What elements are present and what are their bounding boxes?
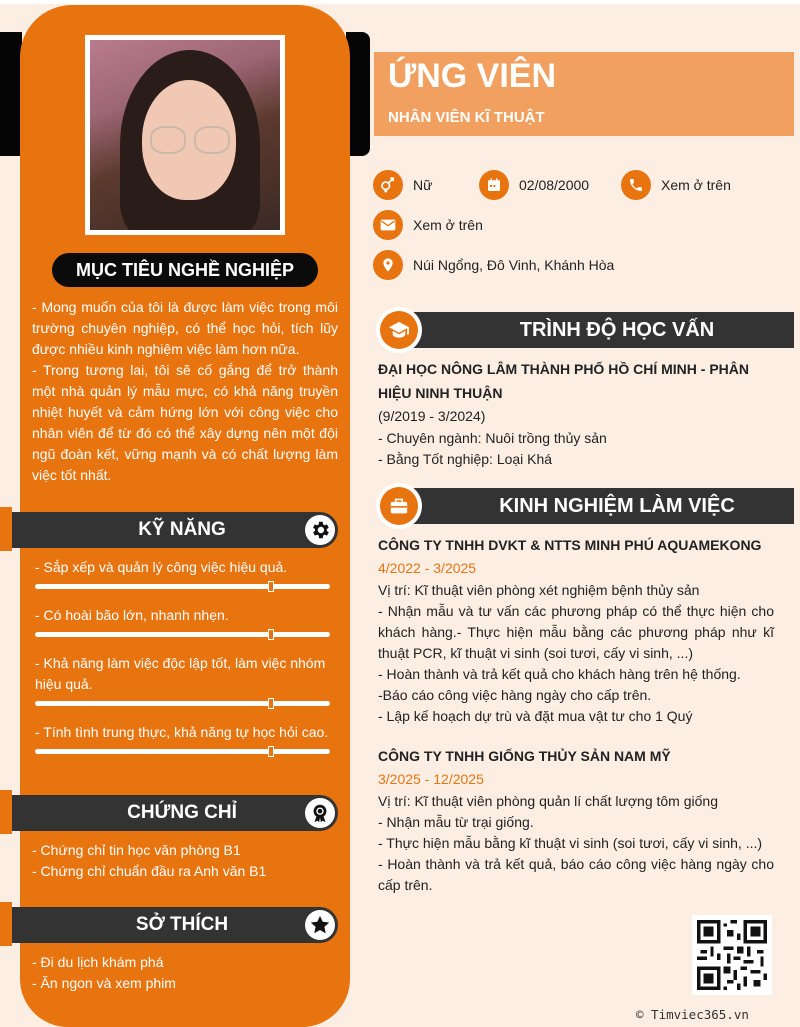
skill-level-marker (268, 629, 274, 640)
candidate-position: NHÂN VIÊN KĨ THUẬT (388, 109, 545, 126)
skill-level-marker (268, 746, 274, 757)
job-2-duty: - Nhận mẫu từ trại giống. (378, 814, 534, 830)
gear-icon (305, 515, 335, 545)
email-value: Xem ở trên (413, 217, 483, 233)
experience-header (380, 487, 794, 525)
hobby-item: - Ăn ngon và xem phim (32, 975, 176, 991)
job-1-duty: -Báo cáo công việc hàng ngày cho cấp trên. (378, 687, 652, 703)
job-1-duty: - Lập kế hoạch dự trù và đặt mua vật tư cho 1 Quý (378, 708, 693, 724)
hobbies-list (32, 952, 176, 994)
education-major: - Chuyên ngành: Nuôi trồng thủy sản (378, 430, 607, 446)
job-1-company: CÔNG TY TNHH DVKT & NTTS MINH PHÚ AQUAMEKONG (378, 537, 762, 553)
education-header (380, 311, 794, 349)
address-value: Núi Ngổng, Đô Vinh, Khánh Hòa (413, 257, 615, 273)
education-degree: - Bằng Tốt nghiệp: Loại Khá (378, 451, 553, 467)
skill-item-3: - Khả năng làm việc độc lập tốt, làm việc nhóm hiệu quả. (35, 655, 326, 692)
skill-bar-3 (35, 701, 330, 706)
skill-bar-2 (35, 632, 330, 637)
skills-title: KỸ NĂNG (138, 519, 226, 540)
skill-item-1: - Sắp xếp và quản lý công việc hiệu quả. (35, 559, 288, 575)
certificate-item: - Chứng chỉ chuẩn đầu ra Anh văn B1 (32, 863, 267, 879)
birthday-value: 02/08/2000 (519, 177, 590, 193)
education-period: (9/2019 - 3/2024) (378, 408, 486, 424)
job-2-period: 3/2025 - 12/2025 (378, 771, 484, 787)
star-icon (305, 910, 335, 940)
job-2-duty: - Thực hiện mẫu bằng kĩ thuật vi sinh (soi tươi, cấy vi sinh, ...) (378, 835, 763, 851)
graduation-cap-icon (380, 311, 418, 349)
hobbies-title: SỞ THÍCH (135, 914, 229, 935)
decor-tab-left (0, 32, 22, 156)
decor-tab (0, 507, 12, 551)
education-title: TRÌNH ĐỘ HỌC VẤN (400, 312, 794, 348)
objective-title: MỤC TIÊU NGHỀ NGHIỆP (52, 253, 318, 287)
hobbies-header (12, 907, 338, 943)
candidate-name: ỨNG VIÊN (388, 57, 557, 95)
footer-credit: © Timviec365.vn (636, 1007, 749, 1022)
decor-tab (0, 902, 12, 946)
skill-level-marker (268, 581, 274, 592)
certificates-header (12, 795, 338, 831)
job-1-duty: - Hoàn thành và trả kết quả cho khách hàng trên hệ thống. (378, 666, 741, 682)
phone-value: Xem ở trên (661, 177, 731, 193)
job-2-duty: - Hoàn thành và trả kết quả, báo cáo công việc hàng ngày cho cấp trên. (378, 856, 774, 893)
certificates-list (32, 840, 266, 882)
profile-photo (85, 35, 285, 235)
email-icon (373, 210, 403, 240)
objective-text (32, 297, 338, 486)
job-2-role: Vị trí: Kĩ thuật viên phòng quản lí chất lượng tôm giống (378, 793, 718, 809)
gender-value: Nữ (413, 177, 433, 193)
decor-tab (0, 790, 12, 834)
skill-bar-4 (35, 749, 330, 754)
award-icon (305, 798, 335, 828)
job-1-role: Vị trí: Kĩ thuật viên phòng xét nghiệm bệnh thủy sản (378, 582, 700, 598)
qr-code (692, 915, 772, 995)
gender-icon (373, 170, 403, 200)
skill-item-2: - Có hoài bão lớn, nhanh nhẹn. (35, 607, 229, 623)
skill-item-4: - Tính tình trung thực, khả năng tự học hỏi cao. (35, 724, 329, 740)
certificates-title: CHỨNG CHỈ (127, 802, 237, 823)
briefcase-icon (380, 487, 418, 525)
skill-level-marker (268, 698, 274, 709)
phone-icon (621, 170, 651, 200)
job-1-duty: - Nhận mẫu và tư vấn các phương pháp có thể thực hiện cho khách hàng.- Thực hiện mẫu bằng các phương pháp như kĩ thuật PCR, kĩ thuật vi sinh (soi tươi, cấy vi sinh, ...) (378, 603, 774, 661)
job-2-company: CÔNG TY TNHH GIỐNG THỦY SẢN NAM MỸ (378, 748, 671, 764)
experience-title: KINH NGHIỆM LÀM VIỆC (400, 488, 794, 524)
objective-paragraph-2: - Trong tương lai, tôi sẽ cố gắng để trở thành một nhà quản lý mẫu mực, có khả năng truyền nhiệt huyết và cảm hứng lớn với công việc cho nhân viên để từ đó có thể xây dựng nên một đội ngũ đoàn kết, vững mạnh và có chất lượng làm việc tốt nhất. (32, 362, 338, 483)
hobby-item: - Đi du lịch khám phá (32, 954, 164, 970)
objective-paragraph-1: - Mong muốn của tôi là được làm việc trong môi trường chuyên nghiệp, có thể học hỏi, tích lũy được nhiều kinh nghiệm việc làm hơn nữa. (32, 299, 338, 357)
calendar-icon (479, 170, 509, 200)
skill-bar-1 (35, 584, 330, 589)
job-1-period: 4/2022 - 3/2025 (378, 560, 477, 576)
skills-header (12, 512, 338, 548)
education-school: ĐẠI HỌC NÔNG LÂM THÀNH PHỐ HỒ CHÍ MINH - PHÂN HIỆU NINH THUẬN (378, 361, 749, 401)
certificate-item: - Chứng chỉ tin học văn phòng B1 (32, 842, 241, 858)
location-icon (373, 250, 403, 280)
